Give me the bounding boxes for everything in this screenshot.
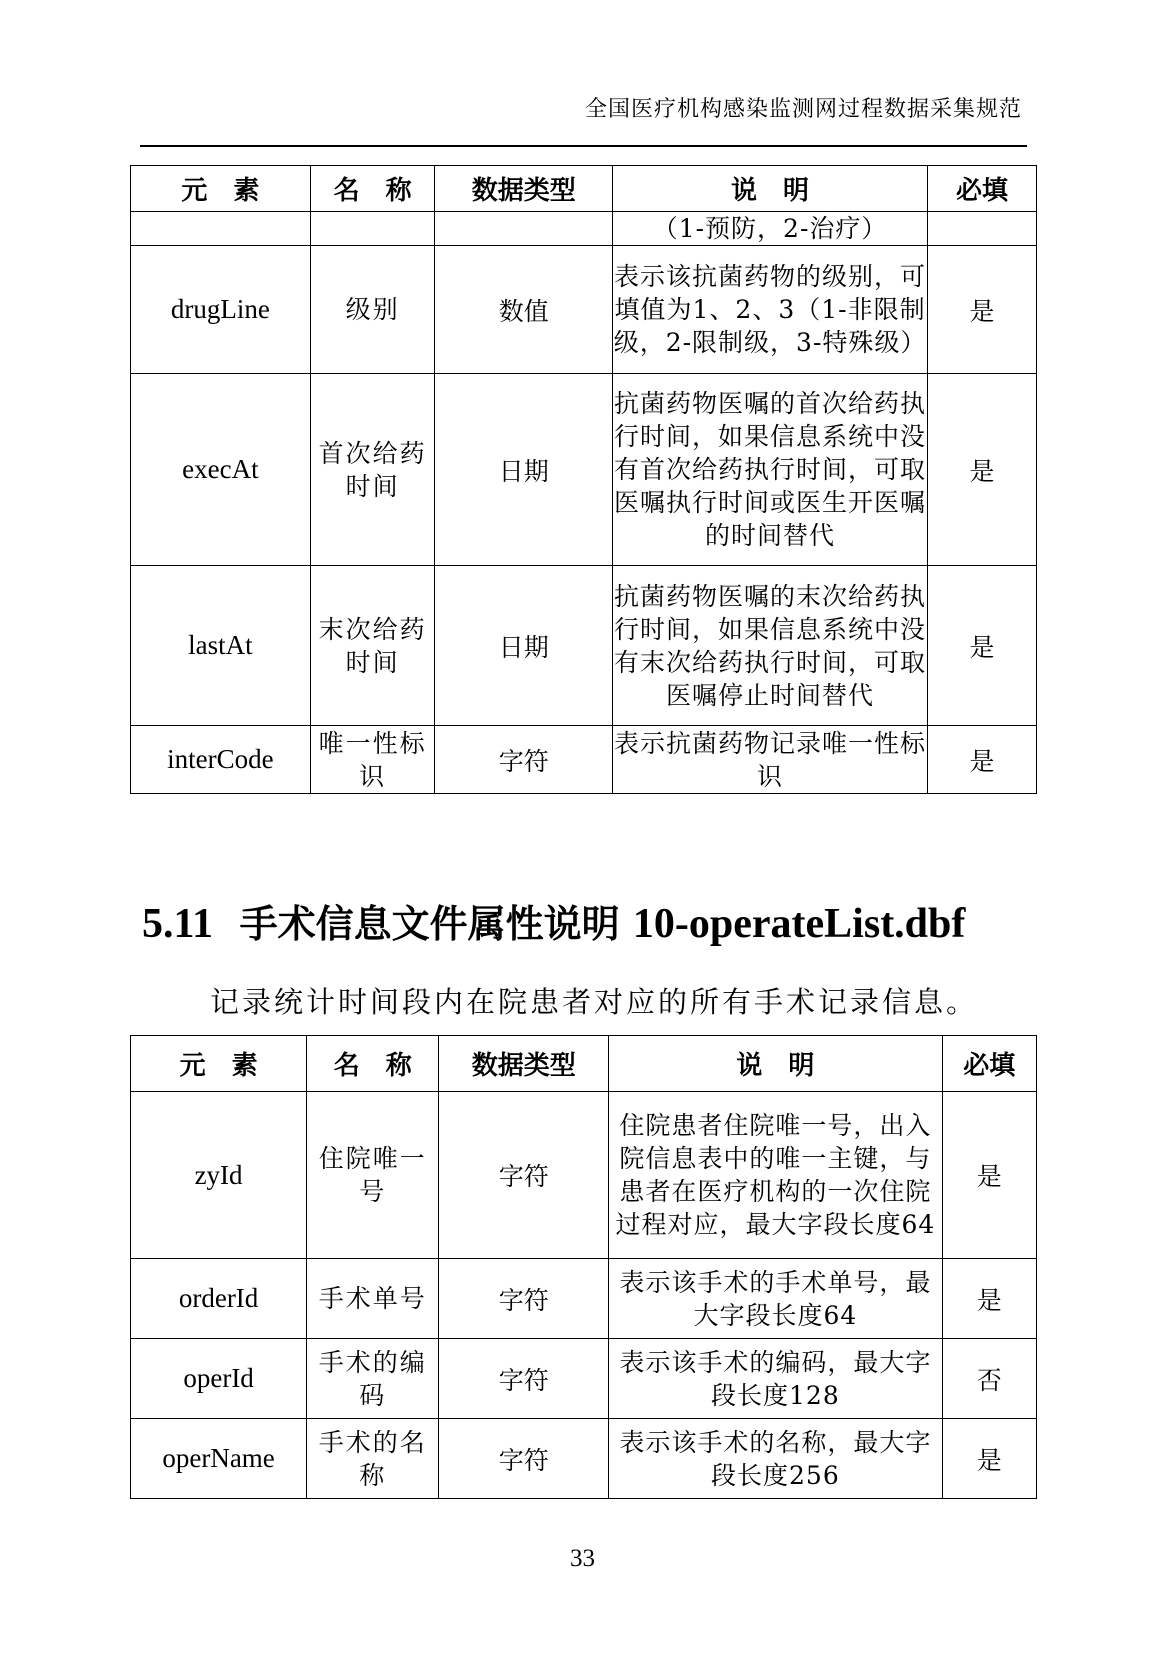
cell-name: 手术的编码 — [307, 1339, 439, 1419]
header-rule — [140, 145, 1027, 147]
table-row — [131, 1259, 1037, 1339]
cell-element: zyId — [131, 1092, 307, 1259]
cell-required: 是 — [942, 1259, 1036, 1339]
cell-name: 住院唯一号 — [307, 1092, 439, 1259]
cell-type: 日期 — [435, 374, 613, 566]
cell-type: 数值 — [435, 246, 613, 374]
cell-name — [310, 212, 435, 246]
cell-type — [435, 212, 613, 246]
cell-required: 是 — [942, 1419, 1036, 1499]
cell-type: 字符 — [439, 1419, 609, 1499]
section-file-name: 10-operateList.dbf — [632, 901, 966, 947]
cell-desc: 表示该手术的编码，最大字段长度128 — [609, 1339, 942, 1419]
cell-element: operName — [131, 1419, 307, 1499]
running-header: 全国医疗机构感染监测网过程数据采集规范 — [584, 97, 1022, 122]
table-row — [131, 246, 1037, 374]
cell-required: 是 — [928, 726, 1037, 794]
section-heading — [142, 893, 965, 948]
cell-type: 字符 — [439, 1259, 609, 1339]
table-header-row — [131, 1036, 1037, 1092]
header-desc: 说 明 — [613, 166, 928, 212]
cell-name: 手术单号 — [307, 1259, 439, 1339]
cell-name: 级别 — [310, 246, 435, 374]
cell-element — [131, 212, 311, 246]
table-row — [131, 1419, 1037, 1499]
cell-required: 是 — [928, 566, 1037, 726]
cell-required: 否 — [942, 1339, 1036, 1419]
cell-name: 唯一性标识 — [310, 726, 435, 794]
cell-desc: 表示抗菌药物记录唯一性标识 — [613, 726, 928, 794]
table-row — [131, 212, 1037, 246]
header-required: 必填 — [928, 166, 1037, 212]
header-type: 数据类型 — [439, 1036, 609, 1092]
cell-desc: 表示该手术的手术单号，最大字段长度64 — [609, 1259, 942, 1339]
drug-attribute-table — [130, 165, 1037, 794]
page-number: 33 — [570, 1545, 595, 1572]
cell-desc: 抗菌药物医嘱的末次给药执行时间，如果信息系统中没有末次给药执行时间，可取医嘱停止时间替代 — [613, 566, 928, 726]
cell-element: interCode — [131, 726, 311, 794]
section-description: 记录统计时间段内在院患者对应的所有手术记录信息。 — [210, 985, 979, 1019]
cell-type: 字符 — [435, 726, 613, 794]
table-row — [131, 726, 1037, 794]
header-type: 数据类型 — [435, 166, 613, 212]
cell-element: operId — [131, 1339, 307, 1419]
operation-attribute-table — [130, 1035, 1037, 1499]
cell-desc: （1-预防，2-治疗） — [613, 212, 928, 246]
section-title-text: 手术信息文件属性说明 — [239, 902, 620, 946]
cell-element: drugLine — [131, 246, 311, 374]
table-row — [131, 1092, 1037, 1259]
cell-desc: 抗菌药物医嘱的首次给药执行时间，如果信息系统中没有首次给药执行时间，可取医嘱执行时间或医生开医嘱的时间替代 — [613, 374, 928, 566]
cell-name: 手术的名称 — [307, 1419, 439, 1499]
header-name: 名 称 — [307, 1036, 439, 1092]
table-row — [131, 374, 1037, 566]
cell-required: 是 — [928, 246, 1037, 374]
cell-desc: 表示该手术的名称，最大字段长度256 — [609, 1419, 942, 1499]
cell-name: 首次给药时间 — [310, 374, 435, 566]
cell-type: 日期 — [435, 566, 613, 726]
cell-element: lastAt — [131, 566, 311, 726]
cell-desc: 表示该抗菌药物的级别，可填值为1、2、3（1-非限制级，2-限制级，3-特殊级） — [613, 246, 928, 374]
header-name: 名 称 — [310, 166, 435, 212]
header-desc: 说 明 — [609, 1036, 942, 1092]
header-required: 必填 — [942, 1036, 1036, 1092]
cell-element: orderId — [131, 1259, 307, 1339]
cell-desc: 住院患者住院唯一号，出入院信息表中的唯一主键，与患者在医疗机构的一次住院过程对应，最大字段长度64 — [609, 1092, 942, 1259]
table-row — [131, 566, 1037, 726]
cell-required: 是 — [942, 1092, 1036, 1259]
cell-element: execAt — [131, 374, 311, 566]
table-header-row — [131, 166, 1037, 212]
cell-type: 字符 — [439, 1339, 609, 1419]
cell-required — [928, 212, 1037, 246]
header-element: 元 素 — [131, 1036, 307, 1092]
cell-name: 末次给药时间 — [310, 566, 435, 726]
section-number: 5.11 — [142, 901, 214, 947]
table-row — [131, 1339, 1037, 1419]
cell-required: 是 — [928, 374, 1037, 566]
header-element: 元 素 — [131, 166, 311, 212]
cell-type: 字符 — [439, 1092, 609, 1259]
